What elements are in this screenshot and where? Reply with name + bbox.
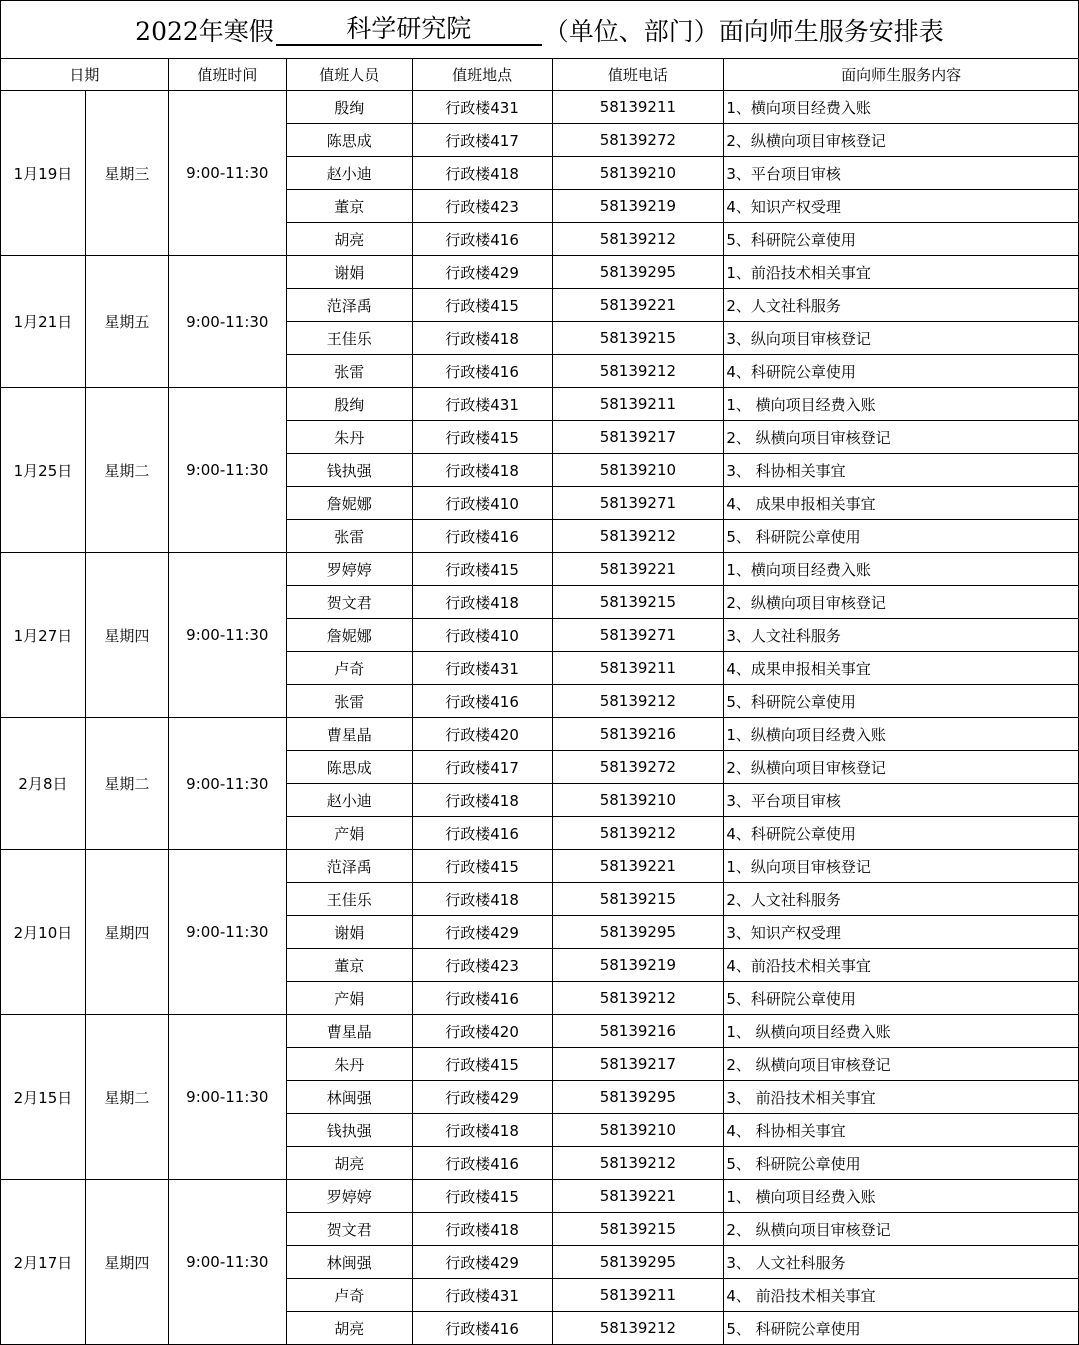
service-cell: 3、 科协相关事宜	[724, 454, 1079, 487]
phone-cell: 58139210	[552, 1114, 724, 1147]
location-cell: 行政楼431	[412, 388, 552, 421]
location-cell: 行政楼418	[412, 1114, 552, 1147]
person-cell: 胡亮	[286, 1312, 412, 1345]
phone-cell: 58139221	[552, 850, 724, 883]
person-cell: 陈思成	[286, 751, 412, 784]
table-row	[1, 388, 1079, 421]
service-cell: 4、 成果申报相关事宜	[724, 487, 1079, 520]
person-cell: 林闽强	[286, 1246, 412, 1279]
phone-cell: 58139212	[552, 1312, 724, 1345]
phone-cell: 58139295	[552, 1081, 724, 1114]
service-cell: 1、纵向项目审核登记	[724, 850, 1079, 883]
service-cell: 2、 纵横向项目审核登记	[724, 1048, 1079, 1081]
location-cell: 行政楼415	[412, 1180, 552, 1213]
weekday-cell: 星期四	[85, 553, 168, 718]
phone-cell: 58139211	[552, 1279, 724, 1312]
service-cell: 5、 科研院公章使用	[724, 1312, 1079, 1345]
phone-cell: 58139271	[552, 619, 724, 652]
service-cell: 4、 前沿技术相关事宜	[724, 1279, 1079, 1312]
time-cell: 9:00-11:30	[168, 553, 286, 718]
date-cell: 2月10日	[1, 850, 86, 1015]
phone-cell: 58139295	[552, 256, 724, 289]
person-cell: 产娟	[286, 982, 412, 1015]
location-cell: 行政楼416	[412, 355, 552, 388]
person-cell: 朱丹	[286, 421, 412, 454]
service-cell: 1、 横向项目经费入账	[724, 1180, 1079, 1213]
person-cell: 罗婷婷	[286, 1180, 412, 1213]
location-cell: 行政楼415	[412, 850, 552, 883]
time-cell: 9:00-11:30	[168, 850, 286, 1015]
service-cell: 4、知识产权受理	[724, 190, 1079, 223]
location-cell: 行政楼410	[412, 619, 552, 652]
person-cell: 贺文君	[286, 586, 412, 619]
date-cell: 2月8日	[1, 718, 86, 850]
person-cell: 卢奇	[286, 652, 412, 685]
time-cell: 9:00-11:30	[168, 256, 286, 388]
person-cell: 谢娟	[286, 256, 412, 289]
phone-cell: 58139219	[552, 949, 724, 982]
person-cell: 卢奇	[286, 1279, 412, 1312]
person-cell: 钱执强	[286, 1114, 412, 1147]
service-cell: 4、成果申报相关事宜	[724, 652, 1079, 685]
location-cell: 行政楼431	[412, 652, 552, 685]
header-location: 值班地点	[412, 59, 552, 91]
person-cell: 胡亮	[286, 223, 412, 256]
weekday-cell: 星期四	[85, 850, 168, 1015]
phone-cell: 58139212	[552, 817, 724, 850]
schedule-table	[0, 58, 1079, 1345]
service-cell: 1、横向项目经费入账	[724, 553, 1079, 586]
title-unit: 科学研究院	[276, 14, 542, 46]
time-cell: 9:00-11:30	[168, 91, 286, 256]
location-cell: 行政楼418	[412, 1213, 552, 1246]
date-cell: 1月21日	[1, 256, 86, 388]
service-cell: 1、横向项目经费入账	[724, 91, 1079, 124]
location-cell: 行政楼423	[412, 949, 552, 982]
phone-cell: 58139295	[552, 1246, 724, 1279]
phone-cell: 58139221	[552, 1180, 724, 1213]
service-cell: 2、 纵横向项目审核登记	[724, 421, 1079, 454]
location-cell: 行政楼431	[412, 1279, 552, 1312]
location-cell: 行政楼416	[412, 982, 552, 1015]
title-prefix: 2022年寒假	[135, 16, 274, 46]
time-cell: 9:00-11:30	[168, 388, 286, 553]
title-suffix: （单位、部门）面向师生服务安排表	[543, 16, 944, 46]
service-cell: 4、科研院公章使用	[724, 355, 1079, 388]
time-cell: 9:00-11:30	[168, 1180, 286, 1345]
location-cell: 行政楼431	[412, 91, 552, 124]
phone-cell: 58139211	[552, 652, 724, 685]
service-cell: 3、人文社科服务	[724, 619, 1079, 652]
service-cell: 3、 前沿技术相关事宜	[724, 1081, 1079, 1114]
service-cell: 2、纵横向项目审核登记	[724, 586, 1079, 619]
location-cell: 行政楼420	[412, 718, 552, 751]
service-cell: 1、纵横向项目经费入账	[724, 718, 1079, 751]
phone-cell: 58139212	[552, 685, 724, 718]
person-cell: 曹星晶	[286, 1015, 412, 1048]
phone-cell: 58139217	[552, 421, 724, 454]
date-cell: 2月15日	[1, 1015, 86, 1180]
phone-cell: 58139216	[552, 1015, 724, 1048]
phone-cell: 58139212	[552, 223, 724, 256]
phone-cell: 58139217	[552, 1048, 724, 1081]
person-cell: 赵小迪	[286, 784, 412, 817]
person-cell: 詹妮娜	[286, 619, 412, 652]
phone-cell: 58139212	[552, 520, 724, 553]
person-cell: 张雷	[286, 520, 412, 553]
table-row	[1, 553, 1079, 586]
header-date: 日期	[1, 59, 169, 91]
service-cell: 2、纵横向项目审核登记	[724, 751, 1079, 784]
location-cell: 行政楼418	[412, 454, 552, 487]
person-cell: 范泽禹	[286, 850, 412, 883]
location-cell: 行政楼417	[412, 751, 552, 784]
location-cell: 行政楼418	[412, 586, 552, 619]
weekday-cell: 星期四	[85, 1180, 168, 1345]
person-cell: 殷绚	[286, 388, 412, 421]
phone-cell: 58139295	[552, 916, 724, 949]
person-cell: 张雷	[286, 685, 412, 718]
phone-cell: 58139221	[552, 289, 724, 322]
location-cell: 行政楼418	[412, 883, 552, 916]
person-cell: 胡亮	[286, 1147, 412, 1180]
date-cell: 2月17日	[1, 1180, 86, 1345]
location-cell: 行政楼415	[412, 289, 552, 322]
phone-cell: 58139215	[552, 883, 724, 916]
date-cell: 1月27日	[1, 553, 86, 718]
phone-cell: 58139272	[552, 751, 724, 784]
service-cell: 2、 纵横向项目审核登记	[724, 1213, 1079, 1246]
service-cell: 5、科研院公章使用	[724, 982, 1079, 1015]
service-cell: 3、平台项目审核	[724, 157, 1079, 190]
weekday-cell: 星期二	[85, 1015, 168, 1180]
person-cell: 曹星晶	[286, 718, 412, 751]
person-cell: 殷绚	[286, 91, 412, 124]
table-row	[1, 256, 1079, 289]
phone-cell: 58139272	[552, 124, 724, 157]
service-cell: 3、 人文社科服务	[724, 1246, 1079, 1279]
phone-cell: 58139210	[552, 157, 724, 190]
time-cell: 9:00-11:30	[168, 718, 286, 850]
location-cell: 行政楼415	[412, 421, 552, 454]
service-cell: 1、 纵横向项目经费入账	[724, 1015, 1079, 1048]
service-cell: 2、人文社科服务	[724, 883, 1079, 916]
person-cell: 谢娟	[286, 916, 412, 949]
person-cell: 朱丹	[286, 1048, 412, 1081]
date-cell: 1月19日	[1, 91, 86, 256]
person-cell: 陈思成	[286, 124, 412, 157]
location-cell: 行政楼429	[412, 1081, 552, 1114]
person-cell: 钱执强	[286, 454, 412, 487]
phone-cell: 58139216	[552, 718, 724, 751]
person-cell: 詹妮娜	[286, 487, 412, 520]
person-cell: 产娟	[286, 817, 412, 850]
table-row	[1, 91, 1079, 124]
location-cell: 行政楼418	[412, 157, 552, 190]
phone-cell: 58139215	[552, 586, 724, 619]
phone-cell: 58139210	[552, 454, 724, 487]
person-cell: 王佳乐	[286, 883, 412, 916]
phone-cell: 58139215	[552, 322, 724, 355]
header-time: 值班时间	[168, 59, 286, 91]
phone-cell: 58139211	[552, 388, 724, 421]
phone-cell: 58139212	[552, 982, 724, 1015]
person-cell: 张雷	[286, 355, 412, 388]
service-cell: 1、 横向项目经费入账	[724, 388, 1079, 421]
location-cell: 行政楼416	[412, 223, 552, 256]
service-cell: 4、前沿技术相关事宜	[724, 949, 1079, 982]
location-cell: 行政楼417	[412, 124, 552, 157]
service-cell: 4、 科协相关事宜	[724, 1114, 1079, 1147]
date-cell: 1月25日	[1, 388, 86, 553]
service-cell: 5、科研院公章使用	[724, 223, 1079, 256]
phone-cell: 58139212	[552, 1147, 724, 1180]
person-cell: 贺文君	[286, 1213, 412, 1246]
phone-cell: 58139215	[552, 1213, 724, 1246]
location-cell: 行政楼416	[412, 685, 552, 718]
header-phone: 值班电话	[552, 59, 724, 91]
phone-cell: 58139210	[552, 784, 724, 817]
person-cell: 赵小迪	[286, 157, 412, 190]
location-cell: 行政楼420	[412, 1015, 552, 1048]
header-row	[1, 59, 1079, 91]
phone-cell: 58139219	[552, 190, 724, 223]
person-cell: 林闽强	[286, 1081, 412, 1114]
person-cell: 范泽禹	[286, 289, 412, 322]
service-cell: 1、前沿技术相关事宜	[724, 256, 1079, 289]
weekday-cell: 星期五	[85, 256, 168, 388]
location-cell: 行政楼416	[412, 1312, 552, 1345]
location-cell: 行政楼418	[412, 322, 552, 355]
location-cell: 行政楼418	[412, 784, 552, 817]
location-cell: 行政楼429	[412, 1246, 552, 1279]
service-cell: 3、平台项目审核	[724, 784, 1079, 817]
header-person: 值班人员	[286, 59, 412, 91]
person-cell: 董京	[286, 190, 412, 223]
table-row	[1, 1180, 1079, 1213]
phone-cell: 58139212	[552, 355, 724, 388]
service-cell: 4、科研院公章使用	[724, 817, 1079, 850]
page-title	[0, 0, 1079, 58]
header-service: 面向师生服务内容	[724, 59, 1079, 91]
service-cell: 5、 科研院公章使用	[724, 520, 1079, 553]
location-cell: 行政楼416	[412, 1147, 552, 1180]
location-cell: 行政楼410	[412, 487, 552, 520]
table-row	[1, 850, 1079, 883]
location-cell: 行政楼429	[412, 916, 552, 949]
weekday-cell: 星期三	[85, 91, 168, 256]
location-cell: 行政楼415	[412, 553, 552, 586]
phone-cell: 58139271	[552, 487, 724, 520]
person-cell: 王佳乐	[286, 322, 412, 355]
table-row	[1, 1015, 1079, 1048]
person-cell: 罗婷婷	[286, 553, 412, 586]
location-cell: 行政楼416	[412, 520, 552, 553]
person-cell: 董京	[286, 949, 412, 982]
location-cell: 行政楼415	[412, 1048, 552, 1081]
phone-cell: 58139221	[552, 553, 724, 586]
phone-cell: 58139211	[552, 91, 724, 124]
service-cell: 2、纵横向项目审核登记	[724, 124, 1079, 157]
service-cell: 5、 科研院公章使用	[724, 1147, 1079, 1180]
location-cell: 行政楼429	[412, 256, 552, 289]
service-cell: 3、知识产权受理	[724, 916, 1079, 949]
weekday-cell: 星期二	[85, 718, 168, 850]
weekday-cell: 星期二	[85, 388, 168, 553]
location-cell: 行政楼423	[412, 190, 552, 223]
table-row	[1, 718, 1079, 751]
location-cell: 行政楼416	[412, 817, 552, 850]
service-cell: 3、纵向项目审核登记	[724, 322, 1079, 355]
service-cell: 5、科研院公章使用	[724, 685, 1079, 718]
time-cell: 9:00-11:30	[168, 1015, 286, 1180]
service-cell: 2、人文社科服务	[724, 289, 1079, 322]
